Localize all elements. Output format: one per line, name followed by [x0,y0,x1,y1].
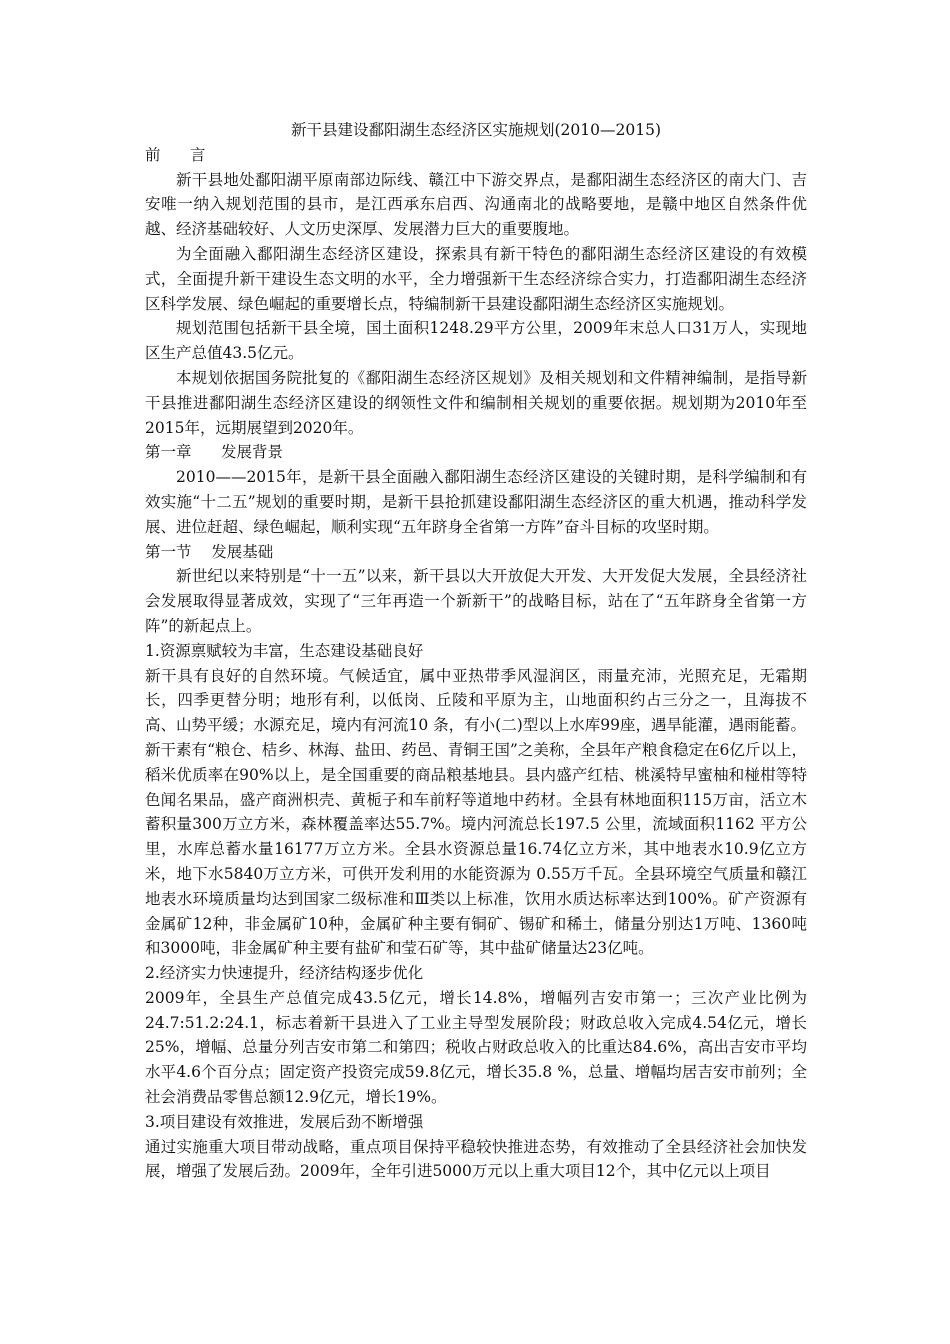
section-1-paragraph: 新世纪以来特别是“十一五”以来，新干县以大开放促大开发、大开发促大发展，全县经济社会发展取得显著成效，实现了“三年再造一个新新干”的战略目标，站在了“五年跻身全省第一方阵”的新起点上。 [145,567,807,635]
item-3-paragraph: 通过实施重大项目带动战略，重点项目保持平稳较快推进态势，有效推动了全县经济社会加快发展，增强了发展后劲。2009年，全年引进5000万元以上重大项目12个，其中亿元以上项目 [145,1137,807,1181]
section-1-heading: 第一节 发展基础 [145,542,274,561]
chapter-1-heading: 第一章 发展背景 [145,443,284,462]
document-page [145,118,807,1184]
preface-paragraph-3: 规划范围包括新干县全境，国土面积1248.29平方公里，2009年末总人口31万人，实现地区生产总值43.5亿元。 [145,319,807,363]
preface-paragraph-4: 本规划依据国务院批复的《鄱阳湖生态经济区规划》及相关规划和文件精神编制，是指导新干县推进鄱阳湖生态经济区建设的纲领性文件和编制相关规划的重要依据。规划期为2010年至2015年，远期展望到2020年。 [145,368,807,437]
chapter-1-paragraph: 2010——2015年，是新干县全面融入鄱阳湖生态经济区建设的关键时期，是科学编制和有效实施“十二五”规划的重要时期，是新干县抢抓建设鄱阳湖生态经济区的重大机遇，推动科学发展、进位赶超、绿色崛起，顺利实现“五年跻身全省第一方阵”奋斗目标的攻坚时期。 [145,468,807,536]
item-1-paragraph-2: 新干素有“粮仓、桔乡、林海、盐田、药邑、青铜王国”之美称，全县年产粮食稳定在6亿斤以上，稻米优质率在90%以上，是全国重要的商品粮基地县。县内盛产红桔、桃溪特早蜜柚和椪柑等特色闻名果品，盛产商洲枳壳、黄栀子和车前籽等道地中药材。全县有林地面积115万亩，活立木蓄积量300万立方米，森林覆盖率达55.7%。境内河流总长197.5 公里，流域面积1162 平方公里，水库总蓄水量16177万立方米。全县水资源总量16.74亿立方米，其中地表水10.9亿立方米，地下水5840万立方米，可供开发利用的水能资源为 0.55万千瓦。全县环境空气质量和赣江地表水环境质量均达到国家二级标准和Ⅲ类以上标准，饮用水质达标率达到100%。矿产资源有金属矿12种，非金属矿10种，金属矿种主要有铜矿、锡矿和稀土，储量分别达1万吨、1360吨和3000吨，非金属矿种主要有盐矿和莹石矿等，其中盐矿储量达23亿吨。 [145,740,807,958]
item-1-paragraph-1: 新干具有良好的自然环境。气候适宜，属中亚热带季风湿润区，雨量充沛，光照充足，无霜期长，四季更替分明；地形有利，以低岗、丘陵和平原为主，山地面积约占三分之一，且海拔不高、山势平缓；水源充足，境内有河流10 条，有小(二)型以上水库99座，遇旱能灌，遇雨能蓄。 [145,666,807,735]
preface-paragraph-2: 为全面融入鄱阳湖生态经济区建设，探索具有新干特色的鄱阳湖生态经济区建设的有效模式，全面提升新干建设生态文明的水平，全力增强新干生态经济综合实力，打造鄱阳湖生态经济区科学发展、绿色崛起的重要增长点，特编制新干县建设鄱阳湖生态经济区实施规划。 [145,244,807,313]
preface-paragraph-1: 新干县地处鄱阳湖平原南部边际线、赣江中下游交界点，是鄱阳湖生态经济区的南大门、吉安唯一纳入规划范围的县市，是江西承东启西、沟通南北的战略要地，是赣中地区自然条件优越、经济基础较好、人文历史深厚、发展潜力巨大的重要腹地。 [145,170,807,239]
item-2-paragraph: 2009年，全县生产总值完成43.5亿元，增长14.8%，增幅列吉安市第一；三次产业比例为24.7:51.2:24.1，标志着新干县进入了工业主导型发展阶段；财政总收入完成4.54亿元，增长25%，增幅、总量分列吉安市第二和第四；税收占财政总收入的比重达84.6%，高出吉安市平均水平4.6个百分点；固定资产投资完成59.8亿元，增长35.8 %，总量、增幅均居吉安市前列；全社会消费品零售总额12.9亿元，增长19%。 [145,988,807,1107]
item-2-heading: 2.经济实力快速提升，经济结构逐步优化 [145,964,424,983]
document-title: 新干县建设鄱阳湖生态经济区实施规划(2010—2015) [291,121,661,139]
preface-heading: 前 言 [145,145,206,164]
item-1-heading: 1.资源禀赋较为丰富，生态建设基础良好 [145,641,424,660]
item-3-heading: 3.项目建设有效推进，发展后劲不断增强 [145,1112,424,1131]
